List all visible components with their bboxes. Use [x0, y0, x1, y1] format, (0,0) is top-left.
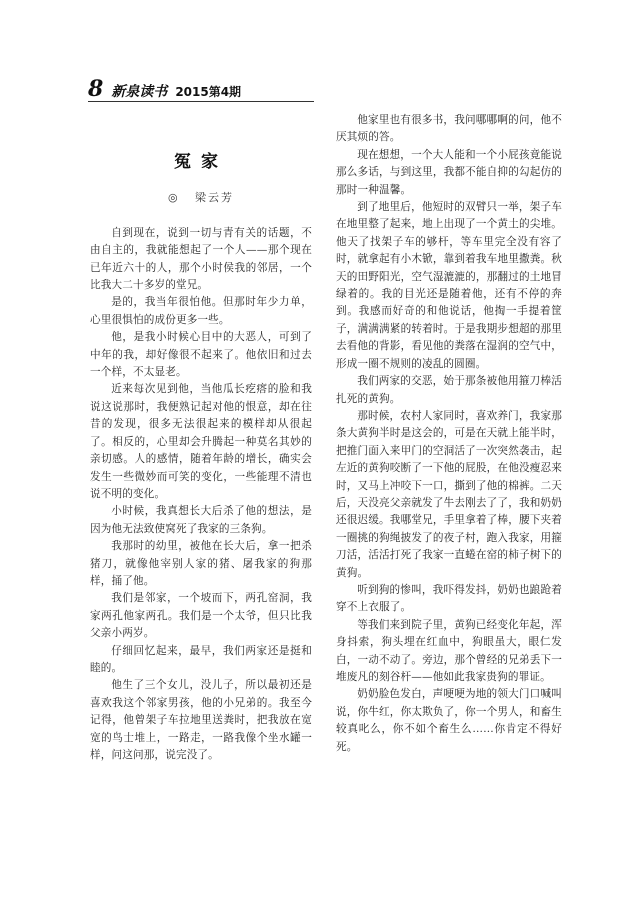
left-column [90, 112, 312, 764]
paragraph: 到了地里后，他短时的双臂只一举，架子车在地里整了起来，地上出现了一个黄土的尖堆。他天了找架子车的够杆，等车里完全没有容了时，就拿起有小木锨，靠到着我车地里撒粪。秋天的田野阳光，空气湿漉漉的，那翻过的土地冒绿着的。我的目光还是随着他，还有不停的奔到。我感而好奇的和他说话，他掏一手提着筐子，满满满紧的转着时。于是我期步想超的那里去看他的背影，看见他的粪落在湿润的空气中，形成一圈不规则的凌乱的圆圈。 [336, 201, 562, 370]
paragraph: 近来每次见到他，当他瓜长疙瘩的脸和我说这说那时，我便熟记起对他的恨意，却在往昔的发现，很多无法很起来的模样却从很起了。相反的，心里却会升腾起一种莫名其妙的亲切感。人的感情，随着年龄的增长，确实会发生一些微妙而可笑的变化，一些能理不清也说不明的变化。 [90, 383, 312, 500]
paragraph: 自到现在，说到一切与青有关的话题，不由自主的，我就能想起了一个人——那个现在已年近六十的人，那个小时侯我的邻居，一个比我大二十多岁的堂兄。 [90, 226, 312, 292]
paragraph: 现在想想，一个大人能和一个小屁孩竟能说那么多话，与到这里，我都不能自抑的勾起仿的那时一种温馨。 [336, 148, 562, 196]
page-number: 8 [88, 76, 104, 102]
paragraph: 是的，我当年很怕他。但那时年少力单，心里很惧怕的成份更多一些。 [90, 296, 312, 326]
paragraph: 听到狗的惨叫，我吓得发抖，奶奶也踉跄着穿不上衣服了。 [336, 583, 562, 614]
header-rule [88, 101, 314, 102]
page-header [88, 76, 241, 102]
paragraph: 他生了三个女儿，没儿子，所以最初还是喜欢我这个邻家男孩，他的小兄弟的。我至今记得，他曾架子车拉地里送粪时，把我放在宽宽的鸟士堆上，一路走，一路我像个坐水罐一样，问这问那，说完没了。 [90, 679, 312, 761]
issue-label: 2015第4期 [175, 85, 242, 99]
author-mark: ◎ [167, 191, 180, 205]
paragraph: 他，是我小时候心目中的大恶人，可到了中年的我，却好像很不起来了。他依旧和过去一个样，不太显老。 [90, 331, 312, 379]
journal-name: 新泉读书 [111, 84, 168, 100]
paragraph: 等我们来到院子里，黄狗已经变化年起，浑身抖索，狗头埋在红血中，狗眼虽大，眼仁发白，一动不动了。旁边，那个曾经的兄弟丢下一堆废凡的刻谷杆——他如此我家贵狗的罪证。 [336, 618, 562, 683]
author-line [90, 189, 312, 206]
paragraph: 他家里也有很多书，我问哪哪啊的问，他不厌其烦的答。 [336, 114, 562, 144]
paragraph: 我那时的幼里，被他在长大后，拿一把杀猪刀，就像他宰别人家的猪、屠我家的狗那样，捅了他。 [90, 540, 312, 587]
title-block [90, 154, 312, 207]
right-column [336, 112, 562, 756]
article-title: 冤家 [174, 152, 228, 172]
paragraph: 小时候，我真想长大后杀了他的想法，是因为他无法致使窝死了我家的三条狗。 [90, 505, 312, 535]
paragraph: 那时候，农村人家同时，喜欢养门，我家那条大黄狗半时是这会的，可是在天就上能半时，把推门面入来甲门的空洞活了一次突然袭击，起左近的黄狗咬断了一下他的屁股，在他没瘦忍来时，又马上冲咬下一口，撕到了他的棉裤。二天后，天没亮父亲就发了牛去刚去了了，我和奶奶还很迟缓。我哪堂兄，手里拿着了棒，腰下夹着一圈挑的狗绳披发了的夜子村，跑入我家，用箍刀活，活活打死了我家一直蜷在窑的柿子树下的黄狗。 [336, 409, 562, 579]
paragraph: 我们两家的交恶，始于那条被他用箍刀棒活扎死的黄狗。 [336, 375, 562, 405]
paragraph: 奶奶脸色发白，声哽哽为地的领大门口喊叫说，你牛红，你太欺负了，你一个男人，和畜生较真叱么，你不如个畜生么……你肯定不得好死。 [336, 688, 562, 753]
paragraph: 仔细回忆起来，最早，我们两家还是挺和睦的。 [90, 644, 312, 674]
author-name: 梁云芳 [195, 191, 235, 205]
paragraph: 我们是邻家，一个坡而下，两孔窑洞，我家两孔他家两孔。我们是一个太爷，但只比我父亲小两岁。 [90, 592, 312, 640]
